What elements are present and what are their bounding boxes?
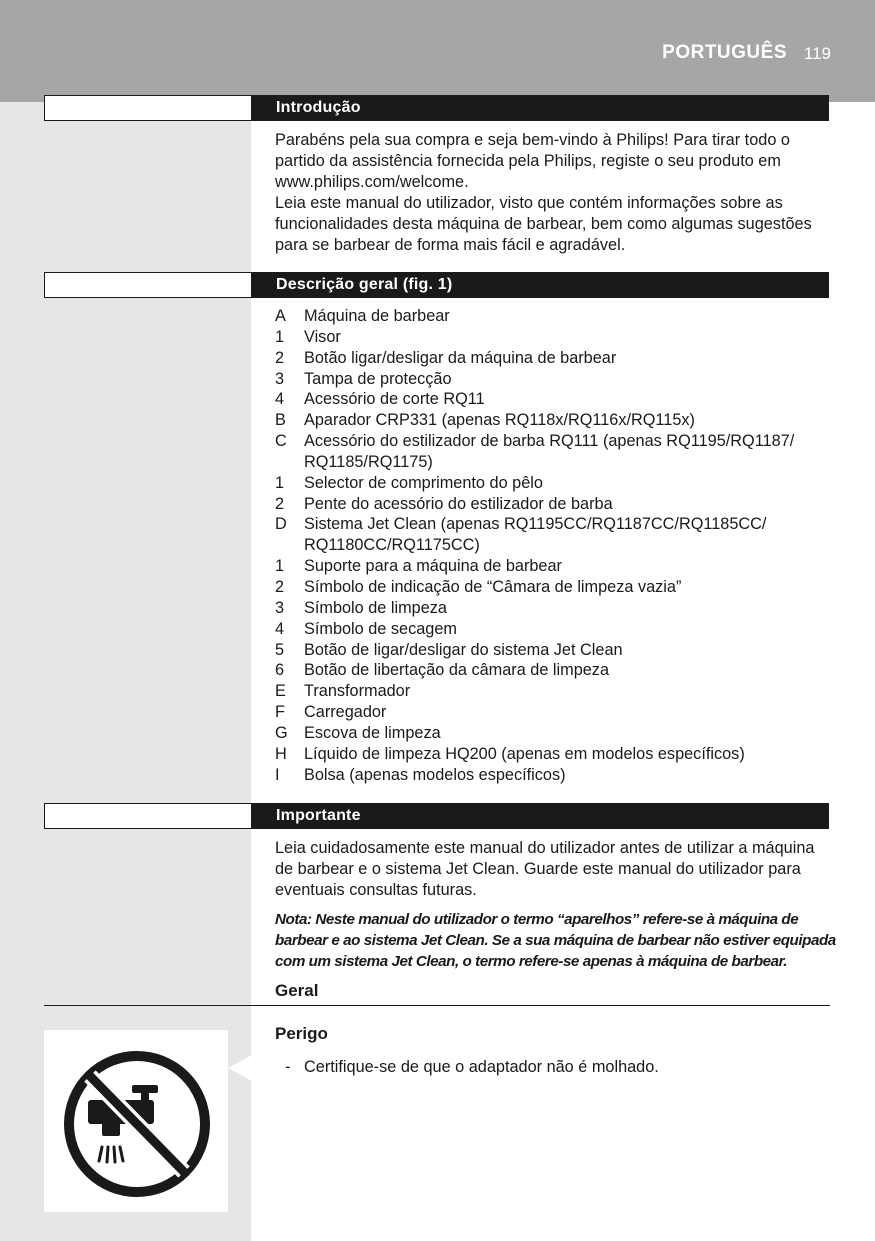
parts-list-item	[275, 744, 831, 765]
item-key: 3	[275, 369, 285, 388]
item-key: 2	[275, 577, 285, 596]
item-text: Acessório do estilizador de barba RQ111 (apenas RQ1195/RQ1187/	[304, 432, 795, 451]
parts-list-item	[275, 660, 831, 681]
section-bar-introduction	[44, 95, 829, 121]
item-key: 4	[275, 390, 285, 409]
item-text: Sistema Jet Clean (apenas RQ1195CC/RQ1187CC/RQ1185CC/	[304, 515, 767, 534]
item-key: A	[275, 307, 286, 325]
item-text: Botão de ligar/desligar do sistema Jet Clean	[304, 640, 623, 659]
section-bar-margin	[45, 804, 251, 828]
language-label: PORTUGUÊS	[662, 42, 787, 63]
section-bar-margin	[45, 96, 251, 120]
item-key: 5	[275, 640, 285, 659]
note-line: com um sistema Jet Clean, o termo refere-se apenas à máquina de barbear.	[275, 953, 788, 970]
section-bar-general-description	[44, 272, 829, 298]
item-key: 6	[275, 661, 285, 680]
item-key: 4	[275, 619, 285, 638]
general-heading: Geral	[275, 981, 319, 1000]
item-text: Carregador	[304, 703, 387, 722]
parts-list-item	[275, 514, 831, 556]
parts-list-item	[275, 640, 831, 661]
item-text: Tampa de protecção	[304, 369, 452, 388]
parts-list-item	[275, 619, 831, 640]
text-line: Parabéns pela sua compra e seja bem-vindo à Philips! Para tirar todo o	[275, 131, 790, 149]
item-key: 3	[275, 598, 285, 617]
parts-list-item	[275, 431, 831, 473]
parts-list-item	[275, 494, 831, 515]
item-key: B	[275, 411, 286, 430]
text-line: de barbear e o sistema Jet Clean. Guarde este manual do utilizador para	[275, 860, 801, 878]
parts-list-item	[275, 306, 831, 327]
text-line: www.philips.com/welcome.	[275, 173, 469, 191]
item-text: Pente do acessório do estilizador de barba	[304, 494, 613, 513]
item-key: C	[275, 432, 287, 451]
item-text: Aparador CRP331 (apenas RQ118x/RQ116x/RQ115x)	[304, 411, 695, 430]
item-text: Máquina de barbear	[304, 307, 450, 325]
warning-figure	[44, 1030, 228, 1212]
item-text: Símbolo de secagem	[304, 619, 457, 638]
item-key: G	[275, 723, 288, 742]
parts-list-item	[275, 723, 831, 744]
item-key: 1	[275, 557, 285, 576]
section-title-introduction: Introdução	[276, 99, 361, 116]
item-text: Selector de comprimento do pêlo	[304, 473, 543, 492]
item-text: Acessório de corte RQ11	[304, 390, 485, 409]
general-divider	[44, 1005, 830, 1006]
section-title-general-description: Descrição geral (fig. 1)	[276, 276, 453, 293]
item-key: F	[275, 703, 285, 722]
parts-list-item	[275, 765, 831, 786]
text-line: Leia cuidadosamente este manual do utilizador antes de utilizar a máquina	[275, 839, 815, 857]
text-line: partido da assistência fornecida pela Philips, registe o seu produto em	[275, 152, 781, 170]
bullet-mark: -	[285, 1058, 291, 1076]
item-text: Bolsa (apenas modelos específicos)	[304, 765, 566, 784]
parts-list-item	[275, 556, 831, 577]
item-text: Visor	[304, 327, 341, 346]
parts-list-item	[275, 348, 831, 369]
item-text: Botão ligar/desligar da máquina de barbear	[304, 348, 617, 367]
item-key: 1	[275, 473, 285, 492]
item-text: Símbolo de indicação de “Câmara de limpeza vazia”	[304, 577, 682, 596]
parts-list-item	[275, 389, 831, 410]
item-text: Transformador	[304, 682, 411, 701]
parts-list-item	[275, 327, 831, 348]
important-text	[275, 838, 831, 901]
item-key: 1	[275, 327, 285, 346]
item-text: Escova de limpeza	[304, 723, 441, 742]
danger-heading: Perigo	[275, 1024, 328, 1043]
item-key: E	[275, 682, 286, 701]
item-key: H	[275, 744, 287, 763]
item-text: Líquido de limpeza HQ200 (apenas em modelos específicos)	[304, 744, 745, 763]
page-number: 119	[803, 44, 831, 63]
note-line: barbear e ao sistema Jet Clean. Se a sua máquina de barbear não estiver equipada	[275, 932, 836, 949]
item-text: Botão de libertação da câmara de limpeza	[304, 661, 610, 680]
text-line: para se barbear de forma mais fácil e agradável.	[275, 236, 626, 254]
section-bar-margin	[45, 273, 251, 297]
parts-list-item	[275, 681, 831, 702]
item-key: I	[275, 765, 280, 784]
section-title-important: Importante	[276, 807, 361, 824]
item-text: Símbolo de limpeza	[304, 598, 447, 617]
item-text-continuation: RQ1180CC/RQ1175CC)	[304, 536, 480, 555]
text-line: eventuais consultas futuras.	[275, 881, 477, 899]
section-bar-important	[44, 803, 829, 829]
parts-list-item	[275, 473, 831, 494]
parts-list-item	[275, 577, 831, 598]
parts-list-item	[275, 598, 831, 619]
parts-list-item	[275, 702, 831, 723]
introduction-text	[275, 130, 831, 256]
parts-list-item	[275, 410, 831, 431]
no-water-tap-icon	[44, 1030, 228, 1212]
item-key: D	[275, 515, 287, 534]
figure-pointer	[228, 1055, 252, 1081]
parts-list	[275, 306, 831, 785]
item-key: 2	[275, 494, 285, 513]
item-text-continuation: RQ1185/RQ1175)	[304, 452, 433, 471]
text-line: Leia este manual do utilizador, visto que contém informações sobre as	[275, 194, 783, 212]
note-text	[275, 909, 835, 972]
parts-list-item	[275, 369, 831, 390]
item-key: 2	[275, 348, 285, 367]
text-line: funcionalidades desta máquina de barbear, bem como algumas sugestões	[275, 215, 812, 233]
bullet-text: Certifique-se de que o adaptador não é molhado.	[304, 1058, 659, 1076]
note-line: Nota: Neste manual do utilizador o termo “aparelhos” refere-se à máquina de	[275, 911, 799, 928]
item-text: Suporte para a máquina de barbear	[304, 557, 562, 576]
